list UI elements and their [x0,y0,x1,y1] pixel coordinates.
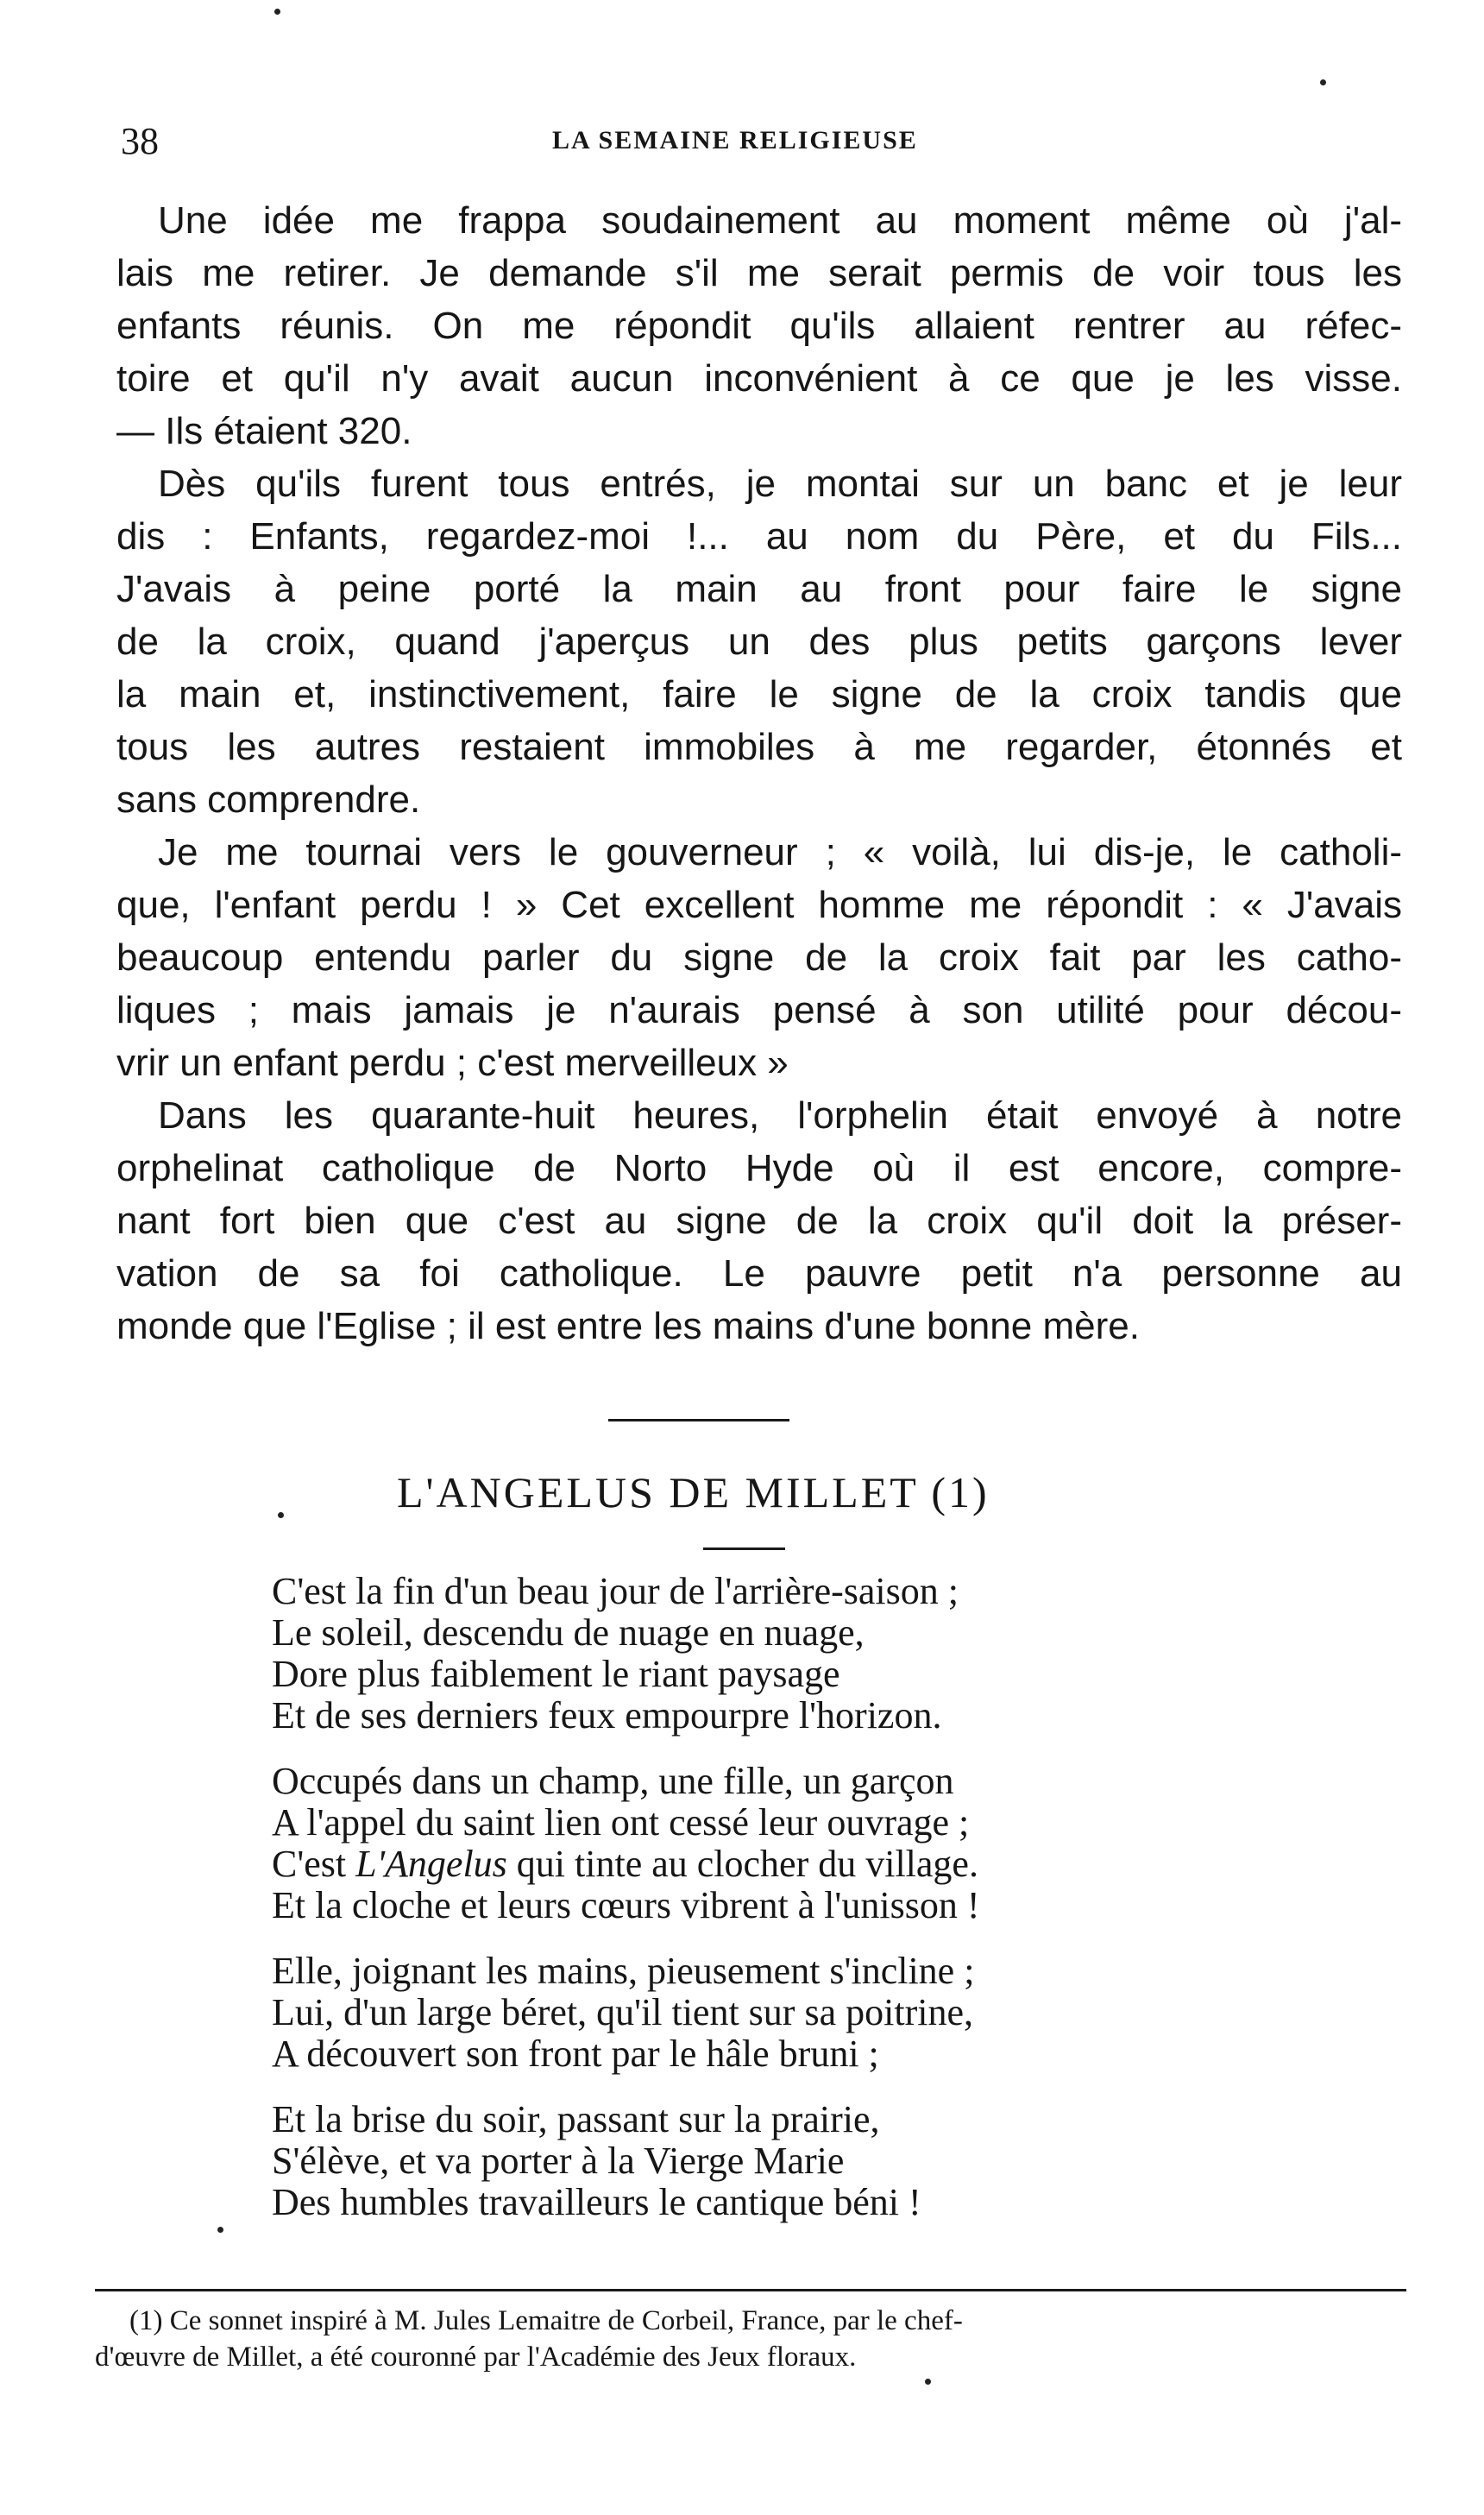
verse-line: Lui, d'un large béret, qu'il tient sur sa poitrine, [272,1991,973,2033]
text-line: Une idée me frappa soudainement au moment même où j'al- [158,199,1402,242]
verse-line: C'est la fin d'un beau jour de l'arrière-saison ; [272,1570,959,1612]
print-speck [1320,79,1326,85]
verse-line: Dore plus faiblement le riant paysage [272,1653,840,1695]
text-line: monde que l'Eglise ; il est entre les mains d'une bonne mère. [116,1305,1140,1347]
paragraph [116,826,1402,1089]
paragraph [116,1089,1402,1352]
print-speck [278,1512,284,1518]
text-line: vation de sa foi catholique. Le pauvre petit n'a personne au [116,1252,1402,1295]
text-line: Je me tournai vers le gouverneur ; « voilà, lui dis-je, le catholi- [158,831,1402,873]
text-line: orphelinat catholique de Norto Hyde où il est encore, compre- [116,1147,1402,1189]
verse-line: Des humbles travailleurs le cantique béni ! [272,2181,921,2223]
italic-title: L'Angelus [355,1843,507,1885]
verse-line: S'élève, et va porter à la Vierge Marie [272,2140,845,2182]
print-speck [274,9,280,15]
running-head: LA SEMAINE RELIGIEUSE [552,126,918,154]
stanza [272,2099,1247,2223]
text-line: de la croix, quand j'aperçus un des plus petits garçons lever [116,621,1402,663]
section-divider [608,1419,789,1421]
page-header [121,119,1018,171]
text-line: dis : Enfants, regardez-moi !... au nom du Père, et du Fils... [116,515,1402,558]
title-divider [703,1547,785,1550]
text-line: vrir un enfant perdu ; c'est merveilleux » [116,1042,789,1084]
text-line: sans comprendre. [116,778,421,821]
text-line: enfants réunis. On me répondit qu'ils allaient rentrer au réfec- [116,305,1402,347]
verse-line: Et de ses derniers feux empourpre l'horizon. [272,1694,942,1737]
footnote-line: (1) Ce sonnet inspiré à M. Jules Lemaitre de Corbeil, France, par le chef- [129,2305,963,2336]
footnote [95,2303,1406,2375]
prose-section [116,194,1402,1352]
text-line: liques ; mais jamais je n'aurais pensé à son utilité pour décou- [116,989,1402,1031]
text-line: beaucoup entendu parler du signe de la croix fait par les catho- [116,936,1402,979]
verse-line: Occupés dans un champ, une fille, un garçon [272,1760,954,1802]
print-speck [925,2379,931,2385]
text-line: nant fort bien que c'est au signe de la croix qu'il doit la préser- [116,1200,1402,1242]
text-line: J'avais à peine porté la main au front pour faire le signe [116,568,1402,610]
poem [272,1571,1247,2247]
verse-line: Et la cloche et leurs cœurs vibrent à l'unisson ! [272,1884,980,1926]
text-line: la main et, instinctivement, faire le signe de la croix tandis que [116,673,1402,715]
verse-line: A l'appel du saint lien ont cessé leur ouvrage ; [272,1801,970,1844]
footnote-line: d'œuvre de Millet, a été couronné par l'Académie des Jeux floraux. [95,2342,857,2373]
verse-line: Elle, joignant les mains, pieusement s'incline ; [272,1950,975,1992]
paragraph [116,457,1402,826]
stanza [272,1571,1247,1737]
verse-line: A découvert son front par le hâle bruni ; [272,2033,879,2075]
stanza [272,1951,1247,2075]
verse-line: C'est L'Angelus qui tinte au clocher du village. [272,1843,978,1885]
text-line: que, l'enfant perdu ! » Cet excellent homme me répondit : « J'avais [116,884,1402,926]
text-line: tous les autres restaient immobiles à me regarder, étonnés et [116,726,1402,768]
text-line: toire et qu'il n'y avait aucun inconvénient à ce que je les visse. [116,357,1402,400]
poem-title: L'ANGELUS DE MILLET (1) [397,1468,990,1516]
text-line: Dès qu'ils furent tous entrés, je montai sur un banc et je leur [158,463,1402,505]
text-line: Dans les quarante-huit heures, l'orphelin était envoyé à notre [158,1094,1402,1137]
paragraph [116,194,1402,457]
verse-line: Et la brise du soir, passant sur la prairie, [272,2098,880,2140]
text-line: — Ils étaient 320. [116,410,412,452]
stanza [272,1761,1247,1926]
print-speck [217,2227,223,2233]
verse-line: Le soleil, descendu de nuage en nuage, [272,1611,865,1654]
page-number: 38 [121,120,159,162]
text-line: lais me retirer. Je demande s'il me serait permis de voir tous les [116,252,1402,294]
footnote-rule [95,2289,1406,2291]
